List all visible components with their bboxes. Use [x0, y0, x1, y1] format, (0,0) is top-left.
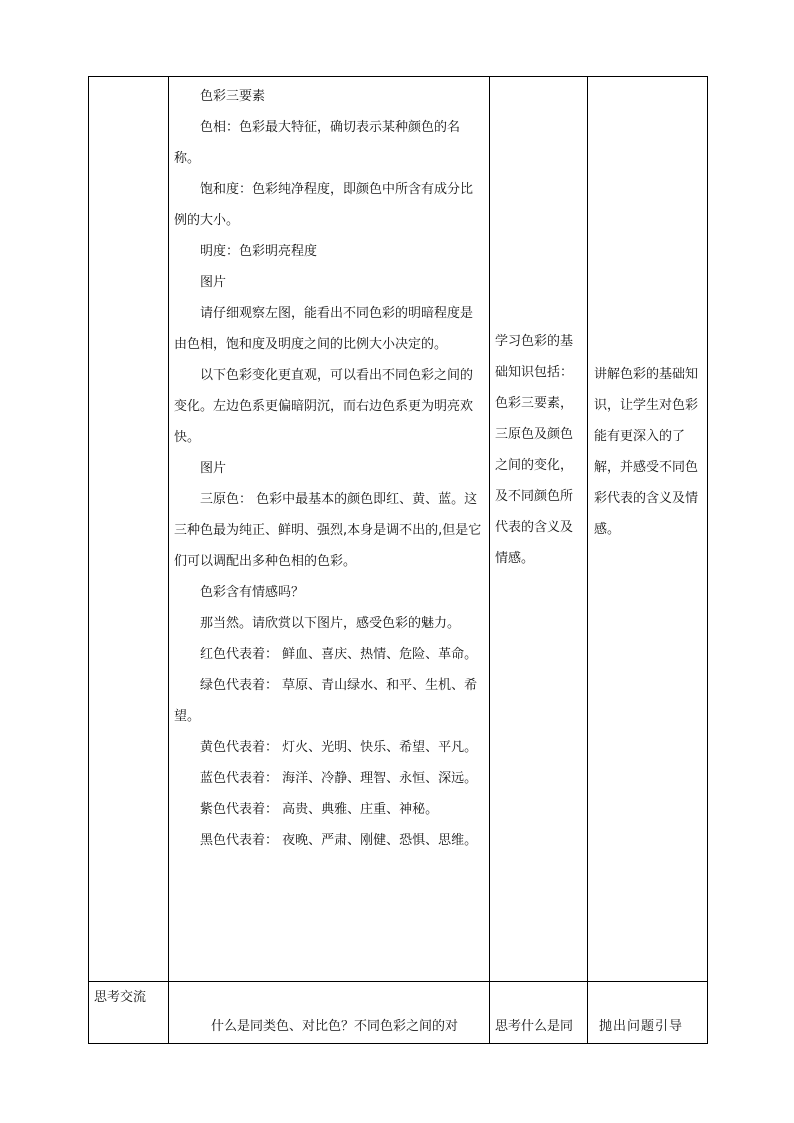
student-activity-cell-2	[490, 982, 588, 1044]
stage-label-cell	[89, 982, 169, 1044]
table-row	[89, 982, 708, 1044]
content-paragraph: 图片	[200, 461, 227, 476]
question-cell	[169, 982, 490, 1044]
content-paragraph: 色彩含有情感吗？	[200, 585, 305, 600]
content-paragraph: 色彩三要素	[200, 89, 266, 104]
content-paragraph: 三原色： 色彩中最基本的颜色即红、黄、蓝。这三种色最为纯正、鲜明、强烈,本身是调不出的,但是它们可以调配出多种色相的色彩。	[174, 492, 482, 569]
content-paragraph: 那当然。请欣赏以下图片，感受色彩的魅力。	[200, 616, 461, 631]
table-row	[89, 77, 708, 982]
design-intent-text-2: 抛出问题引导	[599, 1019, 684, 1034]
content-paragraph: 以下色彩变化更直观，可以看出不同色彩之间的变化。左边色系更偏暗阴沉，而右边色系更为明亮欢快。	[174, 368, 474, 445]
content-paragraph: 图片	[200, 275, 227, 290]
teaching-content	[169, 77, 489, 856]
student-activity-text: 学习色彩的基础知识包括：色彩三要素，三原色及颜色之间的变化，及不同颜色所代表的含义及情感。	[495, 334, 574, 566]
content-paragraph: 紫色代表着： 高贵、典雅、庄重、神秘。	[200, 802, 439, 817]
content-paragraph: 请仔细观察左图，能看出不同色彩的明暗程度是由色相，饱和度及明度之间的比例大小决定的。	[174, 306, 474, 352]
content-paragraph: 明度：色彩明亮程度	[200, 244, 318, 259]
content-paragraph: 色相：色彩最大特征，确切表示某种颜色的名称。	[174, 120, 461, 166]
content-paragraph: 红色代表着： 鲜血、喜庆、热情、危险、革命。	[200, 647, 478, 662]
design-intent-cell	[588, 77, 708, 982]
student-activity-text-2: 思考什么是同	[495, 1019, 574, 1034]
design-intent-text: 讲解色彩的基础知识，让学生对色彩能有更深入的了解，并感受不同色彩代表的含义及情感。	[594, 367, 699, 537]
content-paragraph: 饱和度：色彩纯净程度，即颜色中所含有成分比例的大小。	[174, 182, 474, 228]
question-text: 什么是同类色、对比色？不同色彩之间的对	[211, 1019, 459, 1034]
content-paragraph: 蓝色代表着： 海洋、冷静、理智、永恒、深远。	[200, 771, 478, 786]
content-paragraph: 黑色代表着： 夜晚、严肃、刚健、恐惧、思维。	[200, 833, 478, 848]
content-paragraph: 黄色代表着： 灯火、光明、快乐、希望、平凡。	[200, 740, 478, 755]
design-intent-cell-2	[588, 982, 708, 1044]
stage-cell-empty	[89, 77, 169, 982]
content-paragraph: 绿色代表着： 草原、青山绿水、和平、生机、希望。	[174, 678, 478, 724]
student-activity-cell	[490, 77, 588, 982]
lesson-plan-table	[88, 76, 708, 1044]
teaching-content-cell	[169, 77, 490, 982]
stage-label: 思考交流	[94, 990, 147, 1005]
